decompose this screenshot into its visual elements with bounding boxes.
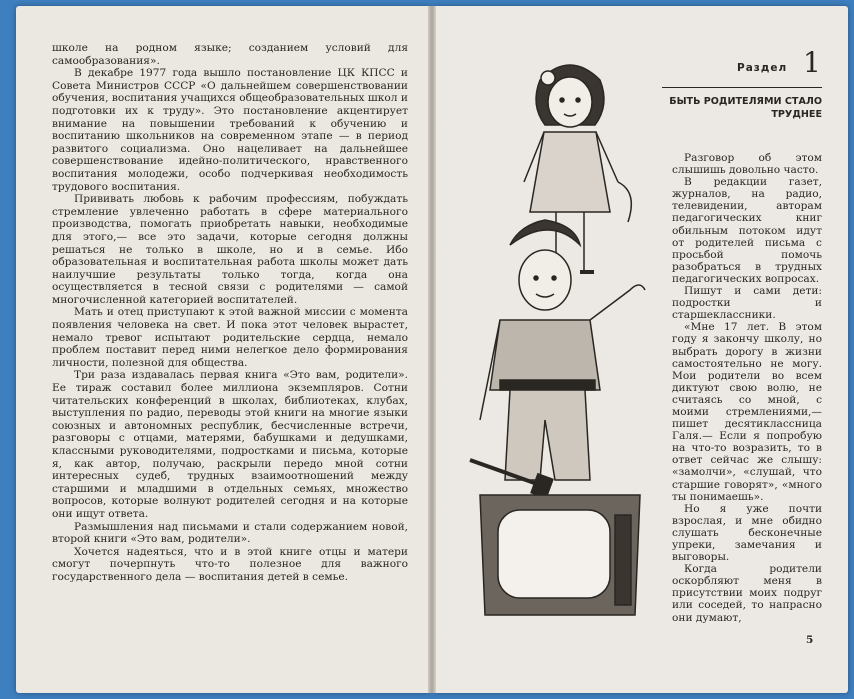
paragraph: Когда родители оскорбляют меня в присутствии моих подруг или соседей, то напрасно они думают, [672, 563, 822, 624]
right-page-text [672, 152, 822, 624]
page-number: 5 [806, 634, 814, 646]
book-gutter [428, 6, 436, 693]
paragraph: Хочется надеяться, что и в этой книге отцы и матери смогут почерпнуть что-то полезное для важного государственного дела — воспитания детей в семье. [52, 545, 408, 583]
boy-figure-icon [480, 220, 645, 480]
paragraph: Мать и отец приступают к этой важной миссии с момента появления человека на свет. И пока этот человек вырастет, немало тревог испытают родительские сердца, немало проблем поставит перед ними нелегкое дело формирования личности, полезной для общества. [52, 306, 408, 369]
paragraph: Пишут и сами дети: подростки и старшеклассники. [672, 285, 822, 322]
paragraph: «Мне 17 лет. В этом году я закончу школу, но выбрать дорогу в жизни самостоятельно не могу. Мои родители во всем диктуют свою волю, не считаясь со мной, с моими стремлениями,— пишет десятиклассница Галя.— Если я попробую на что-то возразить, то в ответ сейчас же слышу: «замолчи», «слушай, что старшие говорят», «много ты понимаешь». [672, 321, 822, 503]
paragraph: Размышления над письмами и стали содержанием новой, второй книги «Это вам, родители». [52, 520, 408, 546]
illustration [460, 40, 660, 620]
section-label: Раздел [737, 62, 788, 74]
left-page-text [52, 42, 408, 584]
paragraph: Прививать любовь к рабочим профессиям, побуждать стремление увлеченно работать в сфере материального производства, помогать приобретать навыки, необходимые для этого,— все это задачи, которые сегодня должны решаться не только в школе, но и в семье. Ибо образовательная и воспитательная работа школы может дать наилучшие результаты только тогда, когда она осуществляется в тесной связи с родителями — самой многочисленной категорией воспитателей. [52, 193, 408, 306]
television-icon [480, 495, 640, 615]
section-number: 1 [803, 46, 821, 79]
paragraph: В редакции газет, журналов, на радио, телевидении, авторам педагогических книг обильным потоком идут от родителей письма с просьбой помочь разобраться в трудных педагогических вопросах. [672, 176, 822, 285]
header-rule [662, 87, 822, 88]
paragraph: Три раза издавалась первая книга «Это вам, родители». Ее тираж составил более миллиона экземпляров. Сотни читательских конференций в школах, библиотеках, клубах, выступления по радио, переводы этой книги на многие языки союзных и автономных республик, бесчисленные встречи, разговоры с отцами, матерями, бабушками и дедушками, классными руководителями, подростками и письма, которые я, как автор, получаю, раскрыли передо мной сотни интересных судеб, трудных взаимоотношений между старшими и младшими в отдельных семьях, множество вопросов, которые волнуют родителей сегодня и на которые они ищут ответа. [52, 369, 408, 520]
paragraph: В декабре 1977 года вышло постановление ЦК КПСС и Совета Министров СССР «О дальнейшем совершенствовании обучения, воспитания учащихся общеобразовательных школ и подготовки их к труду». Это постановление акцентирует внимание на повышении требований к обучению и воспитанию школьников на современном этапе — в период развитого социализма. Оно нацеливает на дальнейшее совершенствование идейно-политического, нравственного воспитания молодежи, особо подчеркивая необходимость трудового воспитания. [52, 67, 408, 193]
paragraph: Но я уже почти взрослая, и мне обидно слушать бесконечные упреки, замечания и выговоры. [672, 502, 822, 564]
paragraph: Разговор об этом слышишь довольно часто. [672, 152, 822, 177]
paragraph: школе на родном языке; созданием условий для самообразования». [52, 42, 408, 67]
chapter-title: БЫТЬ РОДИТЕЛЯМИ СТАЛО ТРУДНЕЕ [669, 96, 822, 120]
